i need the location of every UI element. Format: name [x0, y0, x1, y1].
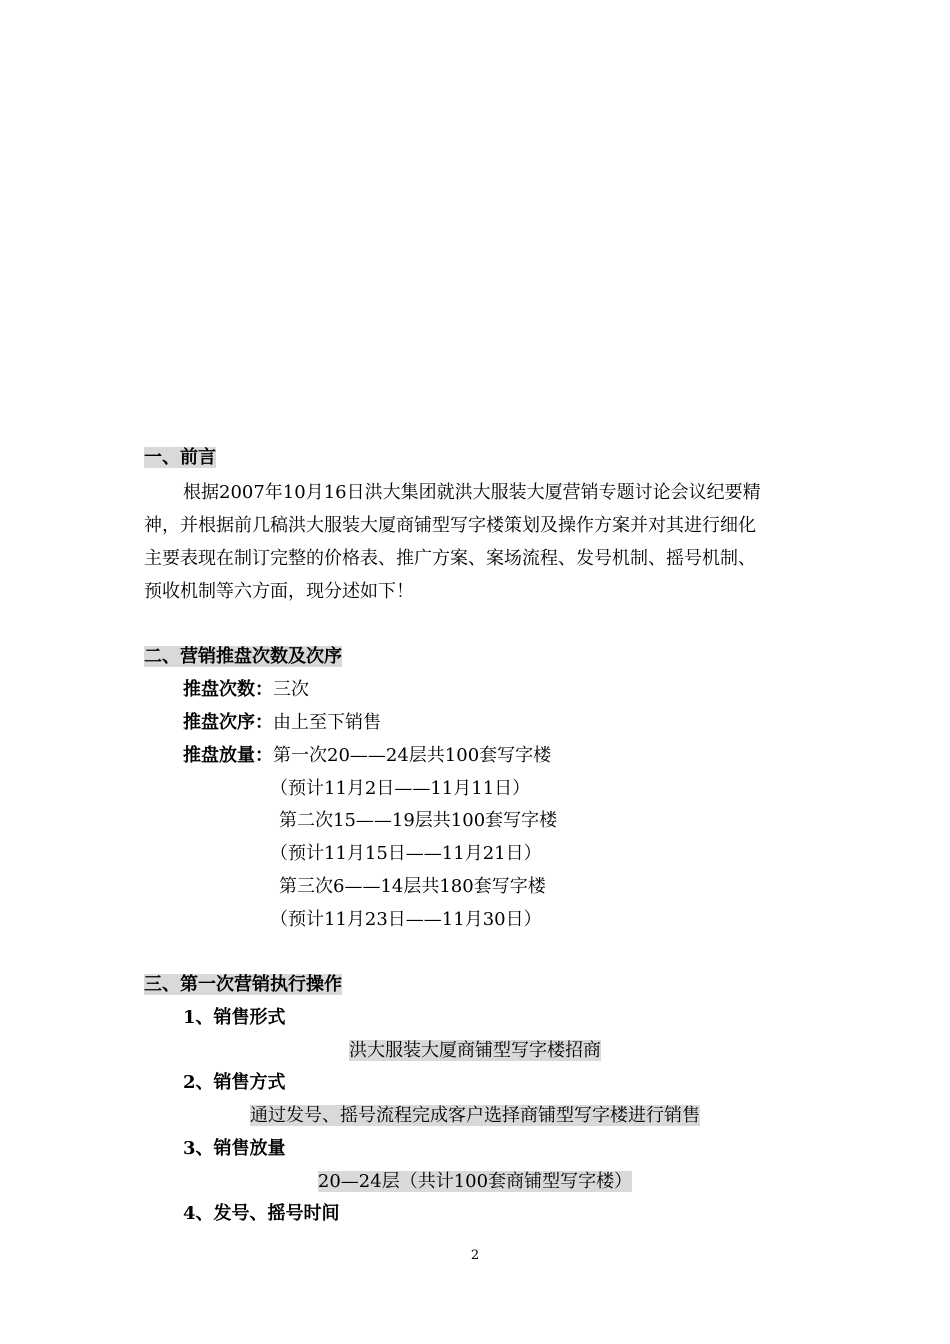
release-volume-line: （预计11月23日——11月30日） [270, 909, 542, 930]
sale-item-label: 4、发号、摇号时间 [183, 1203, 340, 1224]
release-count-value: 三次 [273, 679, 309, 700]
section-heading-preface: 一、前言 [144, 447, 216, 468]
paragraph-line: 主要表现在制订完整的价格表、推广方案、案场流程、发号机制、摇号机制、 [144, 548, 756, 569]
release-order-row [183, 711, 381, 735]
sale-item-label: 3、销售放量 [183, 1138, 286, 1159]
release-volume-line: 第二次15——19层共100套写字楼 [279, 810, 558, 831]
paragraph-line: 神，并根据前几稿洪大服装大厦商铺型写字楼策划及操作方案并对其进行细化 [144, 515, 756, 536]
release-volume-line: （预计11月15日——11月21日） [270, 843, 542, 864]
release-volume-row [183, 744, 551, 768]
release-count-row [183, 678, 309, 702]
sale-item-value: 洪大服装大厦商铺型写字楼招商 [349, 1040, 601, 1061]
release-order-label: 推盘次序： [183, 712, 273, 733]
release-order-value: 由上至下销售 [273, 712, 381, 733]
paragraph-line: 预收机制等六方面，现分述如下！ [144, 581, 414, 602]
release-volume-line: 第一次20——24层共100套写字楼 [273, 745, 552, 766]
page-number: 2 [470, 1248, 480, 1263]
release-volume-line: 第三次6——14层共180套写字楼 [279, 876, 546, 897]
sale-item-value: 通过发号、摇号流程完成客户选择商铺型写字楼进行销售 [250, 1105, 700, 1126]
section-heading-release-plan: 二、营销推盘次数及次序 [144, 646, 342, 667]
sale-item-value: 20—24层（共计100套商铺型写字楼） [317, 1171, 633, 1192]
release-count-label: 推盘次数： [183, 679, 273, 700]
sale-item-label: 1、销售形式 [183, 1007, 286, 1028]
release-volume-label: 推盘放量： [183, 745, 273, 766]
paragraph-line: 根据2007年10月16日洪大集团就洪大服装大厦营销专题讨论会议纪要精 [183, 482, 761, 503]
release-volume-line: （预计11月2日——11月11日） [270, 778, 531, 799]
sale-item-label: 2、销售方式 [183, 1072, 286, 1093]
section-heading-first-sale: 三、第一次营销执行操作 [144, 974, 342, 995]
